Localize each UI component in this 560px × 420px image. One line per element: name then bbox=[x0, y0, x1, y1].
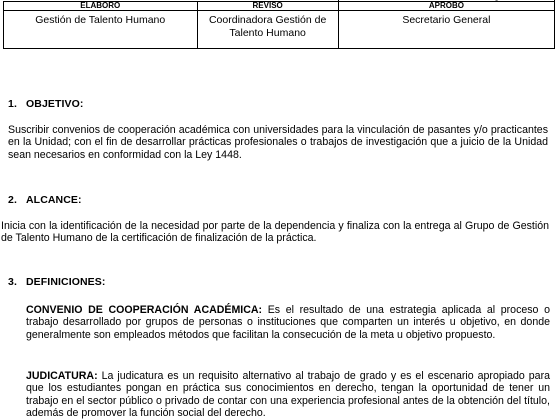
definition-convenio bbox=[26, 304, 550, 341]
reviso-value: Coordinadora Gestión de Talento Humano bbox=[197, 11, 338, 49]
objetivo-paragraph: Suscribir convenios de cooperación académica con universidades para la vinculación de pasantes y/o practicantes en la Unidad; con el fin de desarrollar prácticas profesionales o trabajos de investigación que a juicio de la Unidad sean necesarios en conformidad con la Ley 1448. bbox=[8, 124, 548, 161]
section-heading-objetivo bbox=[8, 98, 84, 110]
section-number: 1. bbox=[8, 98, 17, 110]
definition-term: CONVENIO DE COOPERACIÓN ACADÉMICA: bbox=[26, 304, 263, 316]
aprobo-heading: APROBO bbox=[338, 2, 554, 11]
section-title: OBJETIVO: bbox=[26, 98, 84, 110]
alcance-paragraph: Inicia con la identificación de la necesidad por parte de la dependencia y finaliza con la entrega al Grupo de Gestión de Talento Humano de la certificación de finalización de la práctica. bbox=[1, 220, 549, 245]
section-heading-definiciones bbox=[8, 276, 105, 288]
definition-text: La judicatura es un requisito alternativo al trabajo de grado y es el escenario apropiado para que los estudiantes pongan en práctica sus conocimientos en derecho, tengan la oportunidad de tener un trabajo en el sector público o privado de contar con una experiencia profesional antes de la obtención del título, además de promover la función social del derecho. bbox=[26, 370, 550, 420]
elaboro-heading: ELABORO bbox=[4, 2, 198, 11]
section-title: DEFINICIONES: bbox=[26, 276, 106, 288]
section-title: ALCANCE: bbox=[26, 194, 82, 206]
definition-judicatura bbox=[26, 370, 550, 420]
approval-table bbox=[3, 0, 555, 49]
reviso-heading: REVISO bbox=[197, 2, 338, 11]
section-number: 3. bbox=[8, 276, 17, 288]
elaboro-value: Gestión de Talento Humano bbox=[4, 11, 198, 49]
aprobo-value: Secretario General bbox=[338, 11, 554, 49]
definition-term: JUDICATURA: bbox=[26, 370, 98, 382]
section-heading-alcance bbox=[8, 194, 82, 206]
definition-text: Es el resultado de una estrategia aplicada al proceso o trabajo desarrollado por grupos de personas o instituciones que comparten un interés u objetivo, en donde generalmente son empleados métodos que facilitan la consecución de la meta u objetivo propuesto. bbox=[26, 304, 550, 341]
section-number: 2. bbox=[8, 194, 17, 206]
